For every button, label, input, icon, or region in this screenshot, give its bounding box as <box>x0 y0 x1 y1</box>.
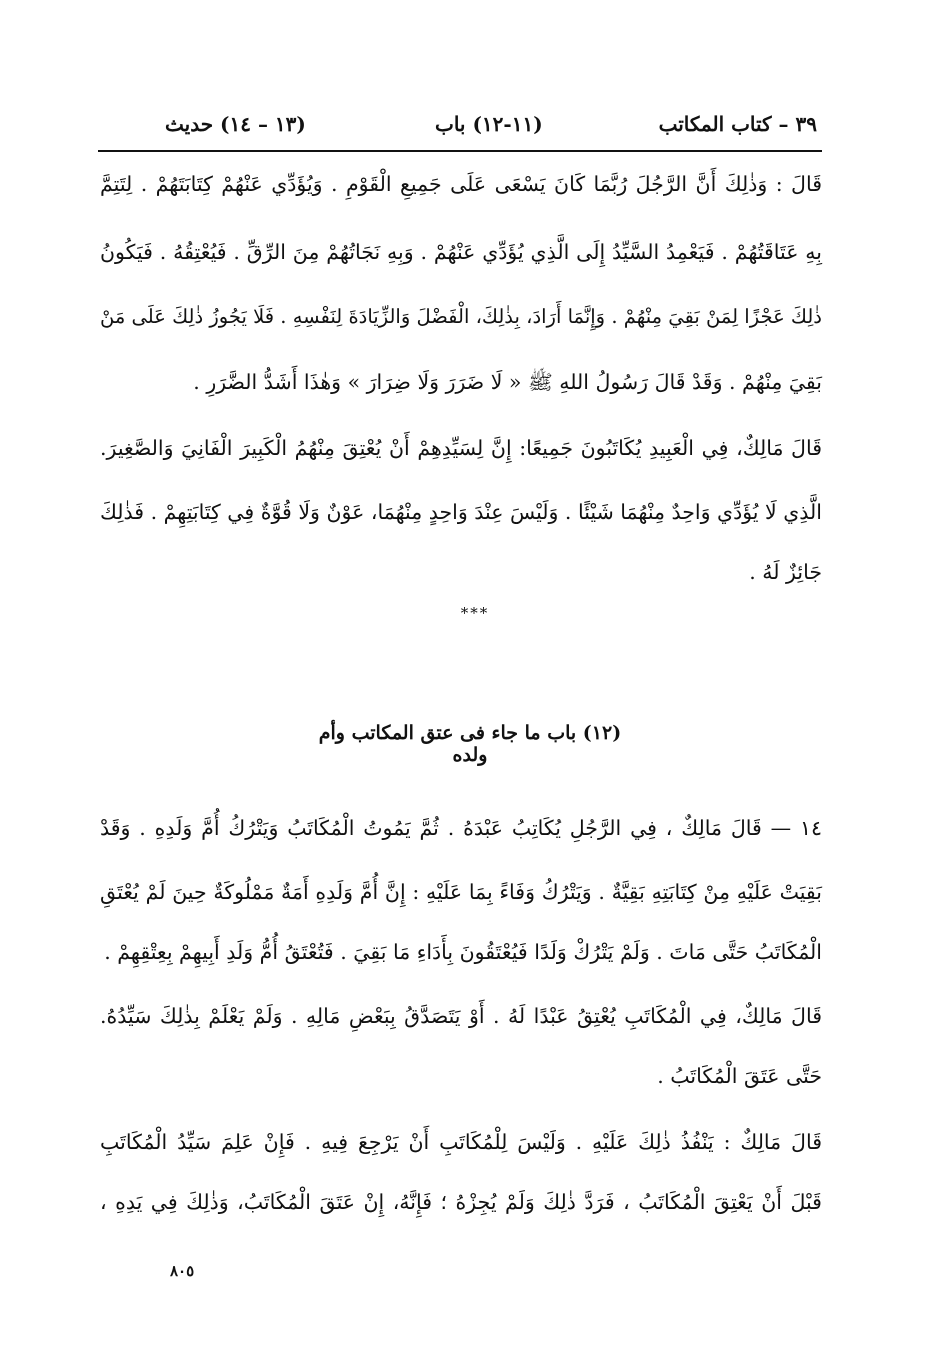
text-line: ذٰلِكَ عَجْزًا لِمَنْ بَقِيَ مِنْهُمْ . وَإِنَّمَا أَرَادَ، بِذٰلِكَ، الْفَضْلَ وَالزِّيَادَةَ لِنَفْسِهِ . فَلَا يَجُوزُ ذٰلِكَ عَلَى مَنْ <box>100 305 822 328</box>
text-line: بِهِ عَتَاقَتُهُمْ . فَيَعْمِدُ السَّيِّدُ إِلَى الَّذِي يُؤَدِّي عَنْهُمْ . وَبِهِ نَجَاتُهُمْ مِنَ الرِّقِّ . فَيُعْتِقُهُ . فَيَكُونُ <box>100 240 822 264</box>
running-header <box>165 108 817 148</box>
text-line: ١٤ — قَالَ مَالِكٌ ، فِي الرَّجُلِ يُكَاتِبُ عَبْدَهُ . ثُمَّ يَمُوتُ الْمُكَاتَبُ وَيَتْرُكُ أُمَّ وَلَدِهِ . وَقَدْ <box>100 816 822 840</box>
text-line: الَّذِي لَا يُؤَدِّي وَاحِدٌ مِنْهُمَا شَيْئًا . وَلَيْسَ عِنْدَ وَاحِدٍ مِنْهُمَا، عَوْنٌ وَلَا قُوَّةٌ فِي كِتَابَتِهِمْ . فَذٰلِكَ <box>99 500 822 524</box>
section-title: (١٢) باب ما جاء فى عتق المكاتب وأم ولده <box>318 722 622 766</box>
section-range: (١١-١٢) باب <box>435 112 543 136</box>
text-line: بَقِيَ مِنْهُمْ . وَقَدْ قَالَ رَسُولُ اللهِ ﷺ « لَا ضَرَرَ وَلَا ضِرَارَ » وَهٰذَا أَشَدُّ الضَّرَرِ . <box>193 370 822 394</box>
text-line: قَالَ مَالِكٌ، فِي الْمُكَاتَبِ يُعْتِقُ عَبْدًا لَهُ . أَوْ يَتَصَدَّقُ بِبَعْضِ مَالِهِ . وَلَمْ يَعْلَمْ بِذٰلِكَ سَيِّدُهُ. <box>100 1004 822 1028</box>
text-line: قَالَ مَالِكٌ : يَنْفُذُ ذٰلِكَ عَلَيْهِ . وَلَيْسَ لِلْمُكَاتَبِ أَنْ يَرْجِعَ فِيهِ . فَإِنْ عَلِمَ سَيِّدُ الْمُكَاتَبِ <box>100 1130 822 1154</box>
hadith-range: (١٣ – ١٤) حديث <box>165 112 306 136</box>
header-rule <box>98 150 822 152</box>
chapter-title: ٣٩ – كتاب المكاتب <box>658 112 817 136</box>
text-line: الْمُكَاتَبُ حَتَّى مَاتَ . وَلَمْ يَتْرُكْ وَلَدًا فَيُعْتَقُونَ بِأَدَاءِ مَا بَقِيَ . فَتُعْتَقُ أُمُّ وَلَدِ أَبِيهِمْ بِعِتْقِهِمْ . <box>104 940 822 964</box>
section-divider-asterism: *** <box>460 604 490 622</box>
text-line: حَتَّى عَتَقَ الْمُكَاتَبُ . <box>657 1064 822 1088</box>
text-line: قَالَ مَالِكٌ، فِي الْعَبِيدِ يُكَاتَبُونَ جَمِيعًا: إِنَّ لِسَيِّدِهِمْ أَنْ يُعْتِقَ مِنْهُمُ الْكَبِيرَ الْفَانِيَ وَالصَّغِيرَ. <box>100 436 822 460</box>
text-line: بَقِيَتْ عَلَيْهِ مِنْ كِتَابَتِهِ بَقِيَّةٌ . وَيَتْرُكُ وَفَاءً بِمَا عَلَيْهِ : إِنَّ أُمَّ وَلَدِهِ أَمَةٌ مَمْلُوكَةٌ حِينَ لَمْ يُعْتَقِ <box>100 880 822 904</box>
text-line: قَبْلَ أَنْ يَعْتِقَ الْمُكَاتَبُ ، فَرَدَّ ذٰلِكَ وَلَمْ يُجِزْهُ ؛ فَإِنَّهُ، إِنْ عَتَقَ الْمُكَاتَبُ، وَذٰلِكَ فِي يَدِهِ ، <box>100 1190 822 1214</box>
text-line: جَائِزٌ لَهُ . <box>749 560 822 584</box>
text-line: قَالَ : وَذٰلِكَ أَنَّ الرَّجُلَ رُبَّمَا كَانَ يَسْعَى عَلَى جَمِيعِ الْقَوْمِ . وَيُؤَدِّي عَنْهُمْ كِتَابَتَهُمْ . لِتَتِمَّ <box>100 172 822 196</box>
page-number: ٨٠٥ <box>170 1262 195 1280</box>
